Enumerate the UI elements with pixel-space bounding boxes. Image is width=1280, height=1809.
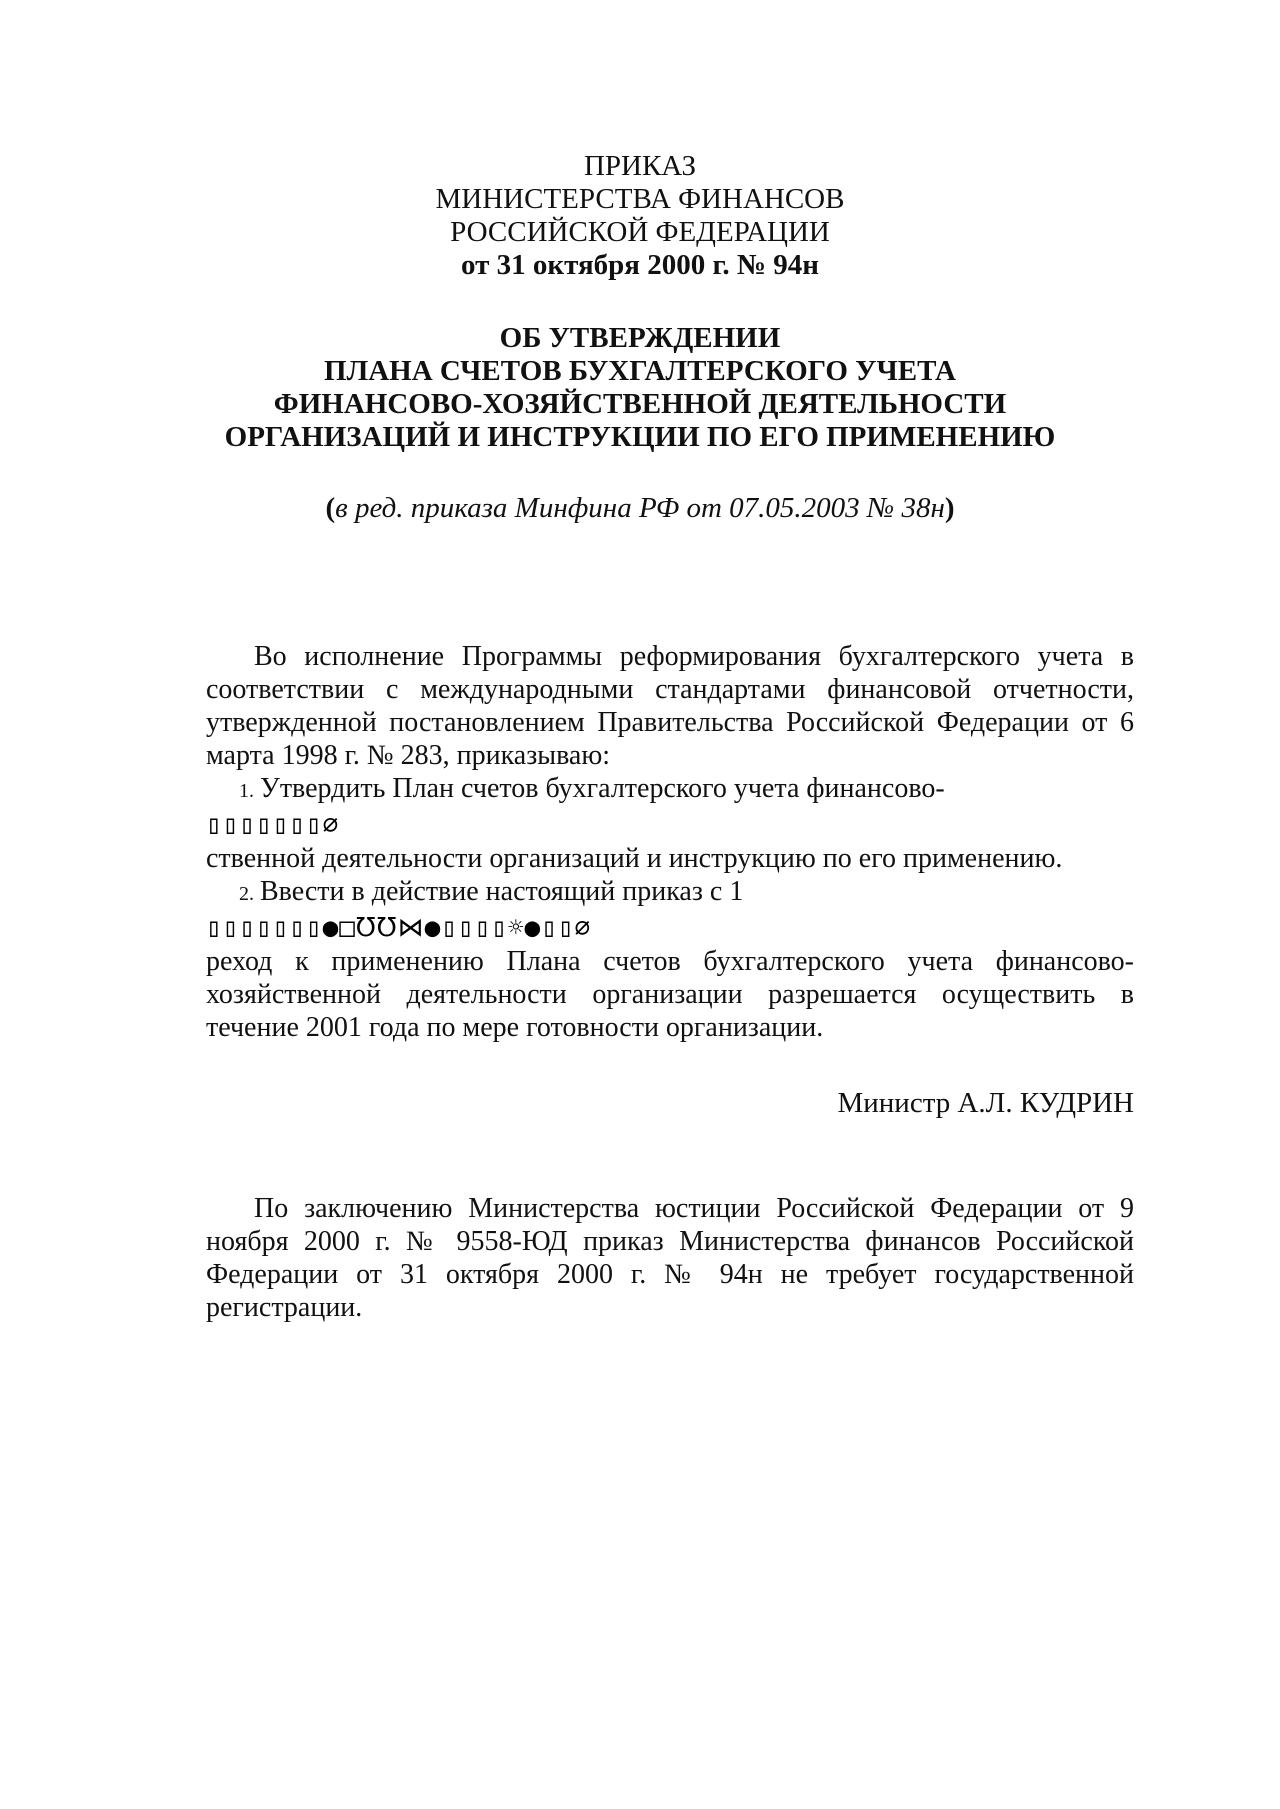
title-line-3: ФИНАНСОВО-ХОЗЯЙСТВЕННОЙ ДЕЯТЕЛЬНОСТИ xyxy=(273,388,1007,420)
list-item-1 xyxy=(206,772,1134,808)
title-line-4: ОРГАНИЗАЦИЙ И ИНСТРУКЦИИ ПО ЕГО ПРИМЕНЕНИЮ xyxy=(224,421,1056,453)
edition-open-paren: ( xyxy=(325,492,336,524)
list-item-1-number: 1. xyxy=(239,780,254,802)
header-line-order: ПРИКАЗ xyxy=(583,150,697,182)
list-item-1-text: Утвердить План счетов бухгалтерского учета финансово- xyxy=(260,773,945,804)
signature: Министр А.Л. КУДРИН xyxy=(837,1087,1134,1119)
edition-note xyxy=(0,492,1280,525)
edition-close-paren: ) xyxy=(944,492,955,524)
list-item-2-continuation: реход к применению Плана счетов бухгалтерского учета финансово-хозяйственной деятельности организации разрешается осуществить в течение 2001 года по мере готовности организации. xyxy=(206,946,1134,1043)
intro-text: Во исполнение Программы реформирования бухгалтерского учета в соответствии с международными стандартами финансовой отчетности, утвержденной постановлением Правительства Российской Федерации от 6 марта 1998 г. № 283, приказываю: xyxy=(206,641,1134,771)
document-header xyxy=(0,150,1280,282)
registration-note xyxy=(206,1192,1134,1324)
header-line-federation: РОССИЙСКОЙ ФЕДЕРАЦИИ xyxy=(450,216,830,248)
registration-note-text: По заключению Министерства юстиции Российской Федерации от 9 ноября 2000 г. № 9558-ЮД приказ Министерства финансов Российской Федерации от 31 октября 2000 г. № 94н не требует государственной регистрации. xyxy=(206,1193,1134,1323)
document-body xyxy=(206,640,1134,1044)
document-title xyxy=(0,322,1280,454)
title-line-2: ПЛАНА СЧЕТОВ БУХГАЛТЕРСКОГО УЧЕТА xyxy=(324,355,956,387)
header-line-ministry: МИНИСТЕРСТВА ФИНАНСОВ xyxy=(435,183,845,215)
list-item-1-continuation: ственной деятельности организаций и инструкцию по его применению. xyxy=(206,843,1063,874)
list-item-1-garbled-glyphs: ▯▯▯▯▯▯▯⌀ xyxy=(206,810,340,840)
edition-text: в ред. приказа Минфина РФ от 07.05.2003 № 38н xyxy=(335,492,945,524)
list-item-2 xyxy=(206,875,1134,911)
header-date: от 31 октября 2000 г. № 94н xyxy=(461,249,819,281)
title-line-1: ОБ УТВЕРЖДЕНИИ xyxy=(499,322,781,354)
list-item-2-number: 2. xyxy=(239,883,254,905)
list-item-2-text: Ввести в действие настоящий приказ с 1 xyxy=(260,876,744,907)
list-item-2-garbled-glyphs: ▯▯▯▯▯▯▯●□℧℧⋈●▯▯▯▯☼●▯▯⌀ xyxy=(206,913,592,943)
intro-paragraph xyxy=(206,640,1134,772)
